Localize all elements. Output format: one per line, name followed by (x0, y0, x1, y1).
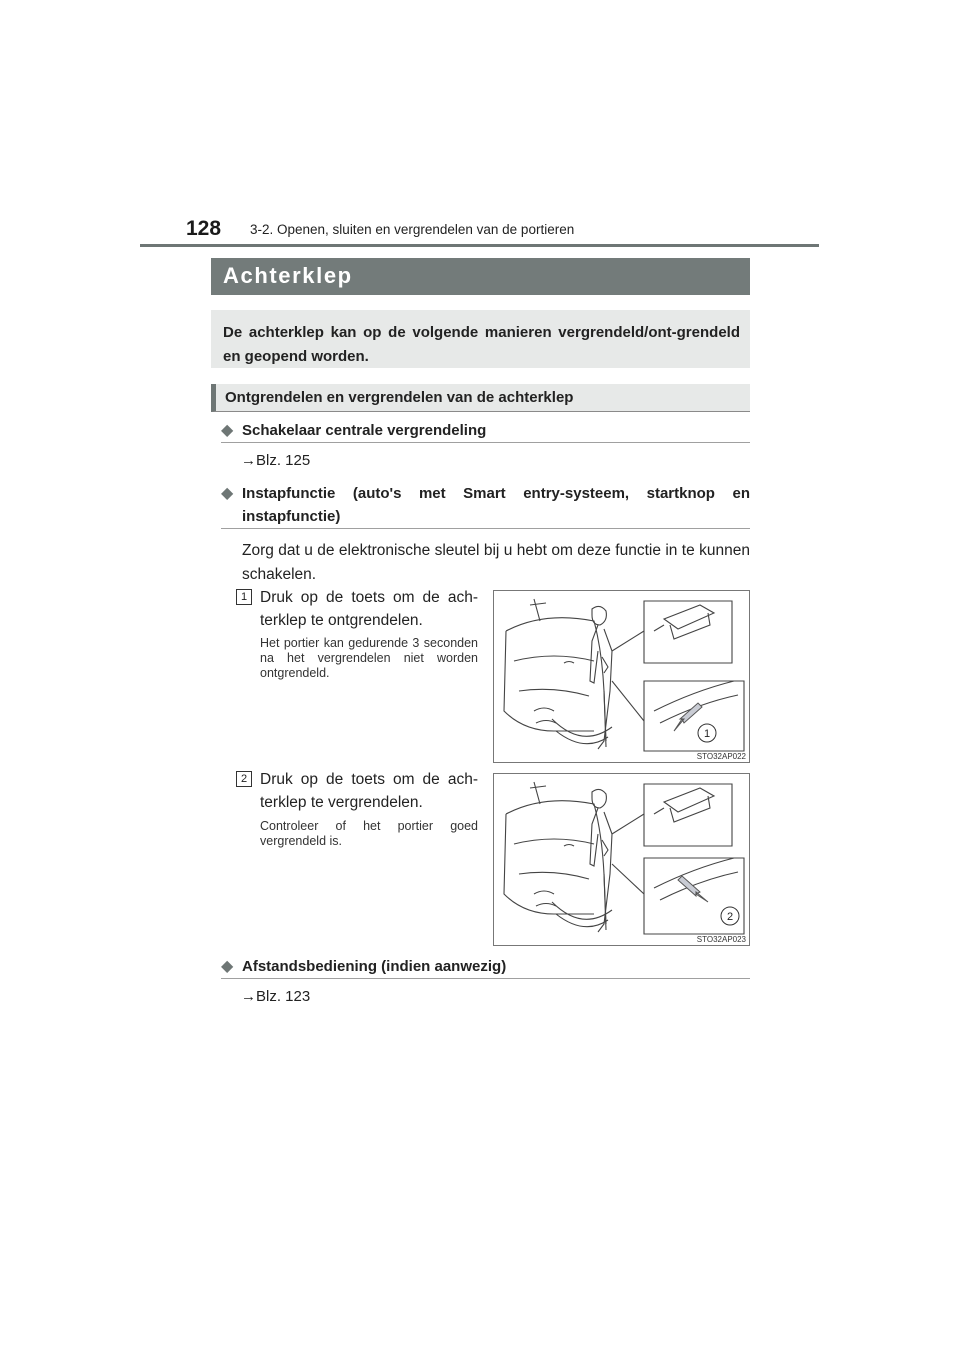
step-2-text: Druk op de toets om de ach-terklep te vergrendelen. (260, 771, 478, 811)
header-rule (140, 244, 819, 247)
callout-2: 2 (726, 911, 734, 923)
image-code: STO32AP022 (696, 752, 746, 761)
page-number: 128 (186, 217, 222, 240)
item-heading-central-lock: ◆ Schakelaar centrale vergrendeling (221, 419, 750, 442)
chapter-title: 3-2. Openen, sluiten en vergrendelen van de portieren (250, 222, 575, 237)
subheading: Ontgrendelen en vergrendelen van de achterklep (211, 384, 750, 412)
illustration-lock (493, 773, 750, 946)
illustration-unlock (493, 590, 750, 763)
step-number-1: 1 (236, 589, 252, 605)
callout-1: 1 (703, 728, 711, 740)
image-code: STO32AP023 (696, 935, 746, 944)
illustration-unlock-drawing (494, 591, 749, 762)
divider (221, 978, 750, 979)
illustration-lock-drawing (494, 774, 749, 945)
item-heading-remote: ◆ Afstandsbediening (indien aanwezig) (221, 955, 750, 978)
page-reference: →Blz. 125 (241, 452, 311, 469)
page-reference: →Blz. 123 (241, 988, 311, 1005)
section-title: Achterklep (211, 258, 750, 295)
item-heading-smart-entry: ◆ Instapfunctie (auto's met Smart entry-systeem, startknop en instapfunctie) (221, 482, 750, 528)
step-2-note: Controleer of het portier goed vergrendeld is. (260, 819, 478, 848)
diamond-icon: ◆ (221, 958, 234, 975)
step-1-text: Druk op de toets om de ach-terklep te ontgrendelen. (260, 589, 478, 629)
divider (221, 442, 750, 443)
step-1-note: Het portier kan gedurende 3 seconden na het vergrendelen niet worden ontgrendeld. (260, 636, 478, 680)
intro-text: De achterklep kan op de volgende manieren vergrendeld/ont-grendeld en geopend worden. (211, 310, 750, 368)
diamond-icon: ◆ (221, 485, 234, 502)
smart-entry-description: Zorg dat u de elektronische sleutel bij u hebt om deze functie in te kunnen schakelen. (242, 542, 750, 583)
divider (221, 528, 750, 529)
diamond-icon: ◆ (221, 422, 234, 439)
step-number-2: 2 (236, 771, 252, 787)
